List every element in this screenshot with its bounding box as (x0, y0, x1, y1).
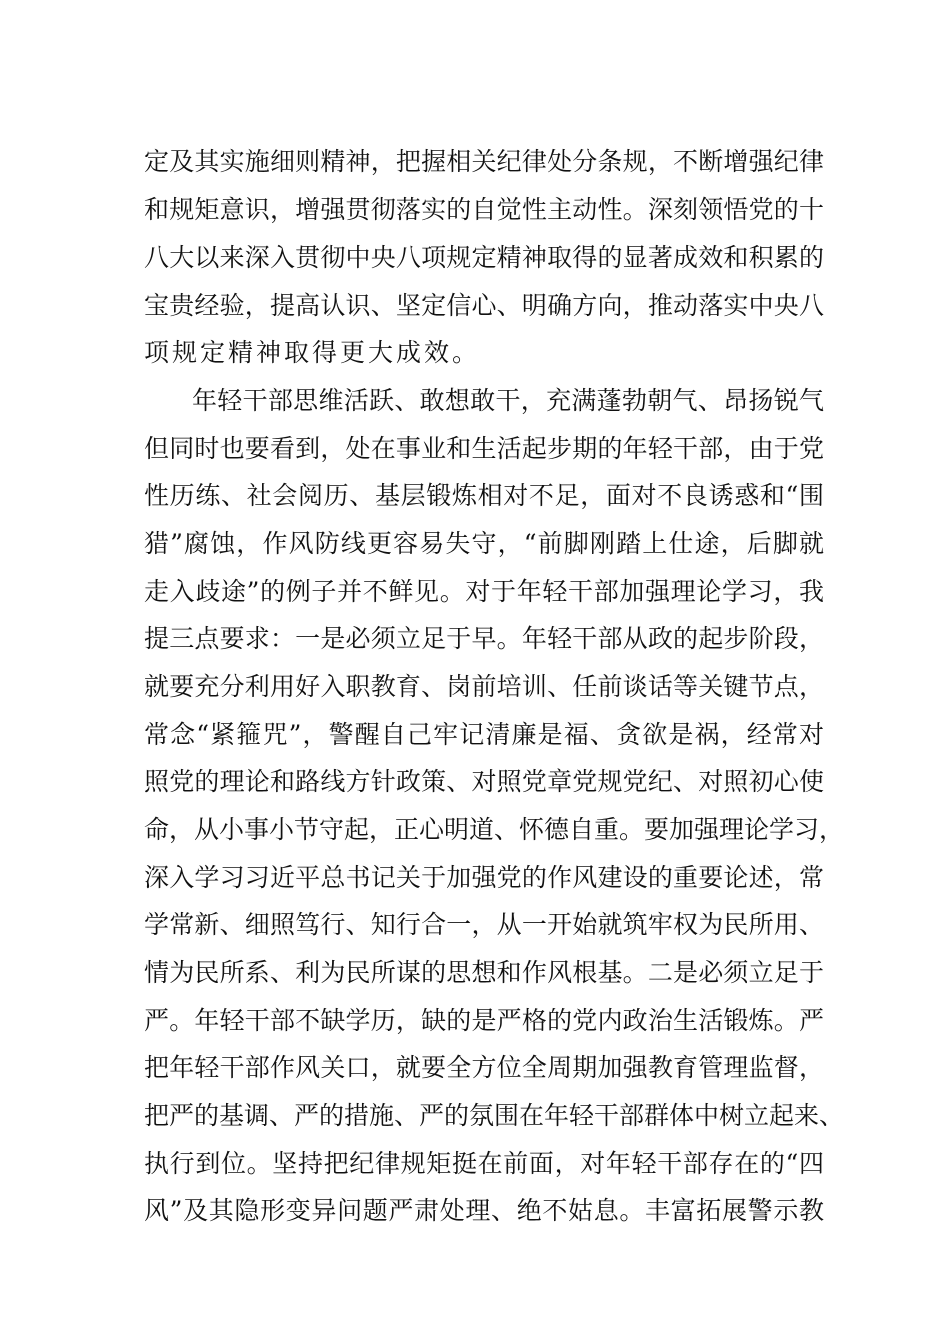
text-line: 执行到位。坚持把纪律规矩挺在前面，对年轻干部存在的“四 (144, 1149, 824, 1178)
text-line: 情为民所系、利为民所谋的思想和作风根基。二是必须立足于 (144, 958, 824, 987)
text-line: 定及其实施细则精神，把握相关纪律处分条规，不断增强纪律 (144, 147, 824, 176)
text-line: 猎”腐蚀，作风防线更容易失守，“前脚刚踏上仕途，后脚就 (144, 529, 824, 558)
text-line: 照党的理论和路线方针政策、对照党章党规党纪、对照初心使 (144, 767, 824, 796)
text-line: 命，从小事小节守起，正心明道、怀德自重。要加强理论学习， (144, 815, 845, 844)
text-line: 八大以来深入贯彻中央八项规定精神取得的显著成效和积累的 (144, 243, 824, 272)
text-line: 学常新、细照笃行、知行合一，从一开始就筑牢权为民所用、 (144, 910, 824, 939)
text-line: 深入学习习近平总书记关于加强党的作风建设的重要论述，常 (144, 863, 824, 892)
text-line: 常念“紧箍咒”，警醒自己牢记清廉是福、贪欲是祸，经常对 (144, 720, 824, 749)
text-line: 项规定精神取得更大成效。 (144, 338, 481, 367)
text-line: 走入歧途”的例子并不鲜见。对于年轻干部加强理论学习，我 (144, 577, 824, 606)
text-line: 但同时也要看到，处在事业和生活起步期的年轻干部，由于党 (144, 434, 824, 463)
paragraph-first-line: 年轻干部思维活跃、敢想敢干，充满蓬勃朝气、昂扬锐气 (192, 386, 824, 415)
text-line: 就要充分利用好入职教育、岗前培训、任前谈话等关键节点， (144, 672, 824, 701)
text-line: 性历练、社会阅历、基层锻炼相对不足，面对不良诱惑和“围 (144, 481, 824, 510)
text-line: 严。年轻干部不缺学历，缺的是严格的党内政治生活锻炼。严 (144, 1006, 824, 1035)
text-line: 把严的基调、严的措施、严的氛围在年轻干部群体中树立起来、 (144, 1101, 845, 1130)
text-line: 提三点要求：一是必须立足于早。年轻干部从政的起步阶段， (144, 624, 824, 653)
text-line: 风”及其隐形变异问题严肃处理、绝不姑息。丰富拓展警示教 (144, 1196, 824, 1225)
text-line: 宝贵经验，提高认识、坚定信心、明确方向，推动落实中央八 (144, 291, 824, 320)
text-line: 和规矩意识，增强贯彻落实的自觉性主动性。深刻领悟党的十 (144, 195, 824, 224)
text-line: 把年轻干部作风关口，就要全方位全周期加强教育管理监督， (144, 1053, 824, 1082)
